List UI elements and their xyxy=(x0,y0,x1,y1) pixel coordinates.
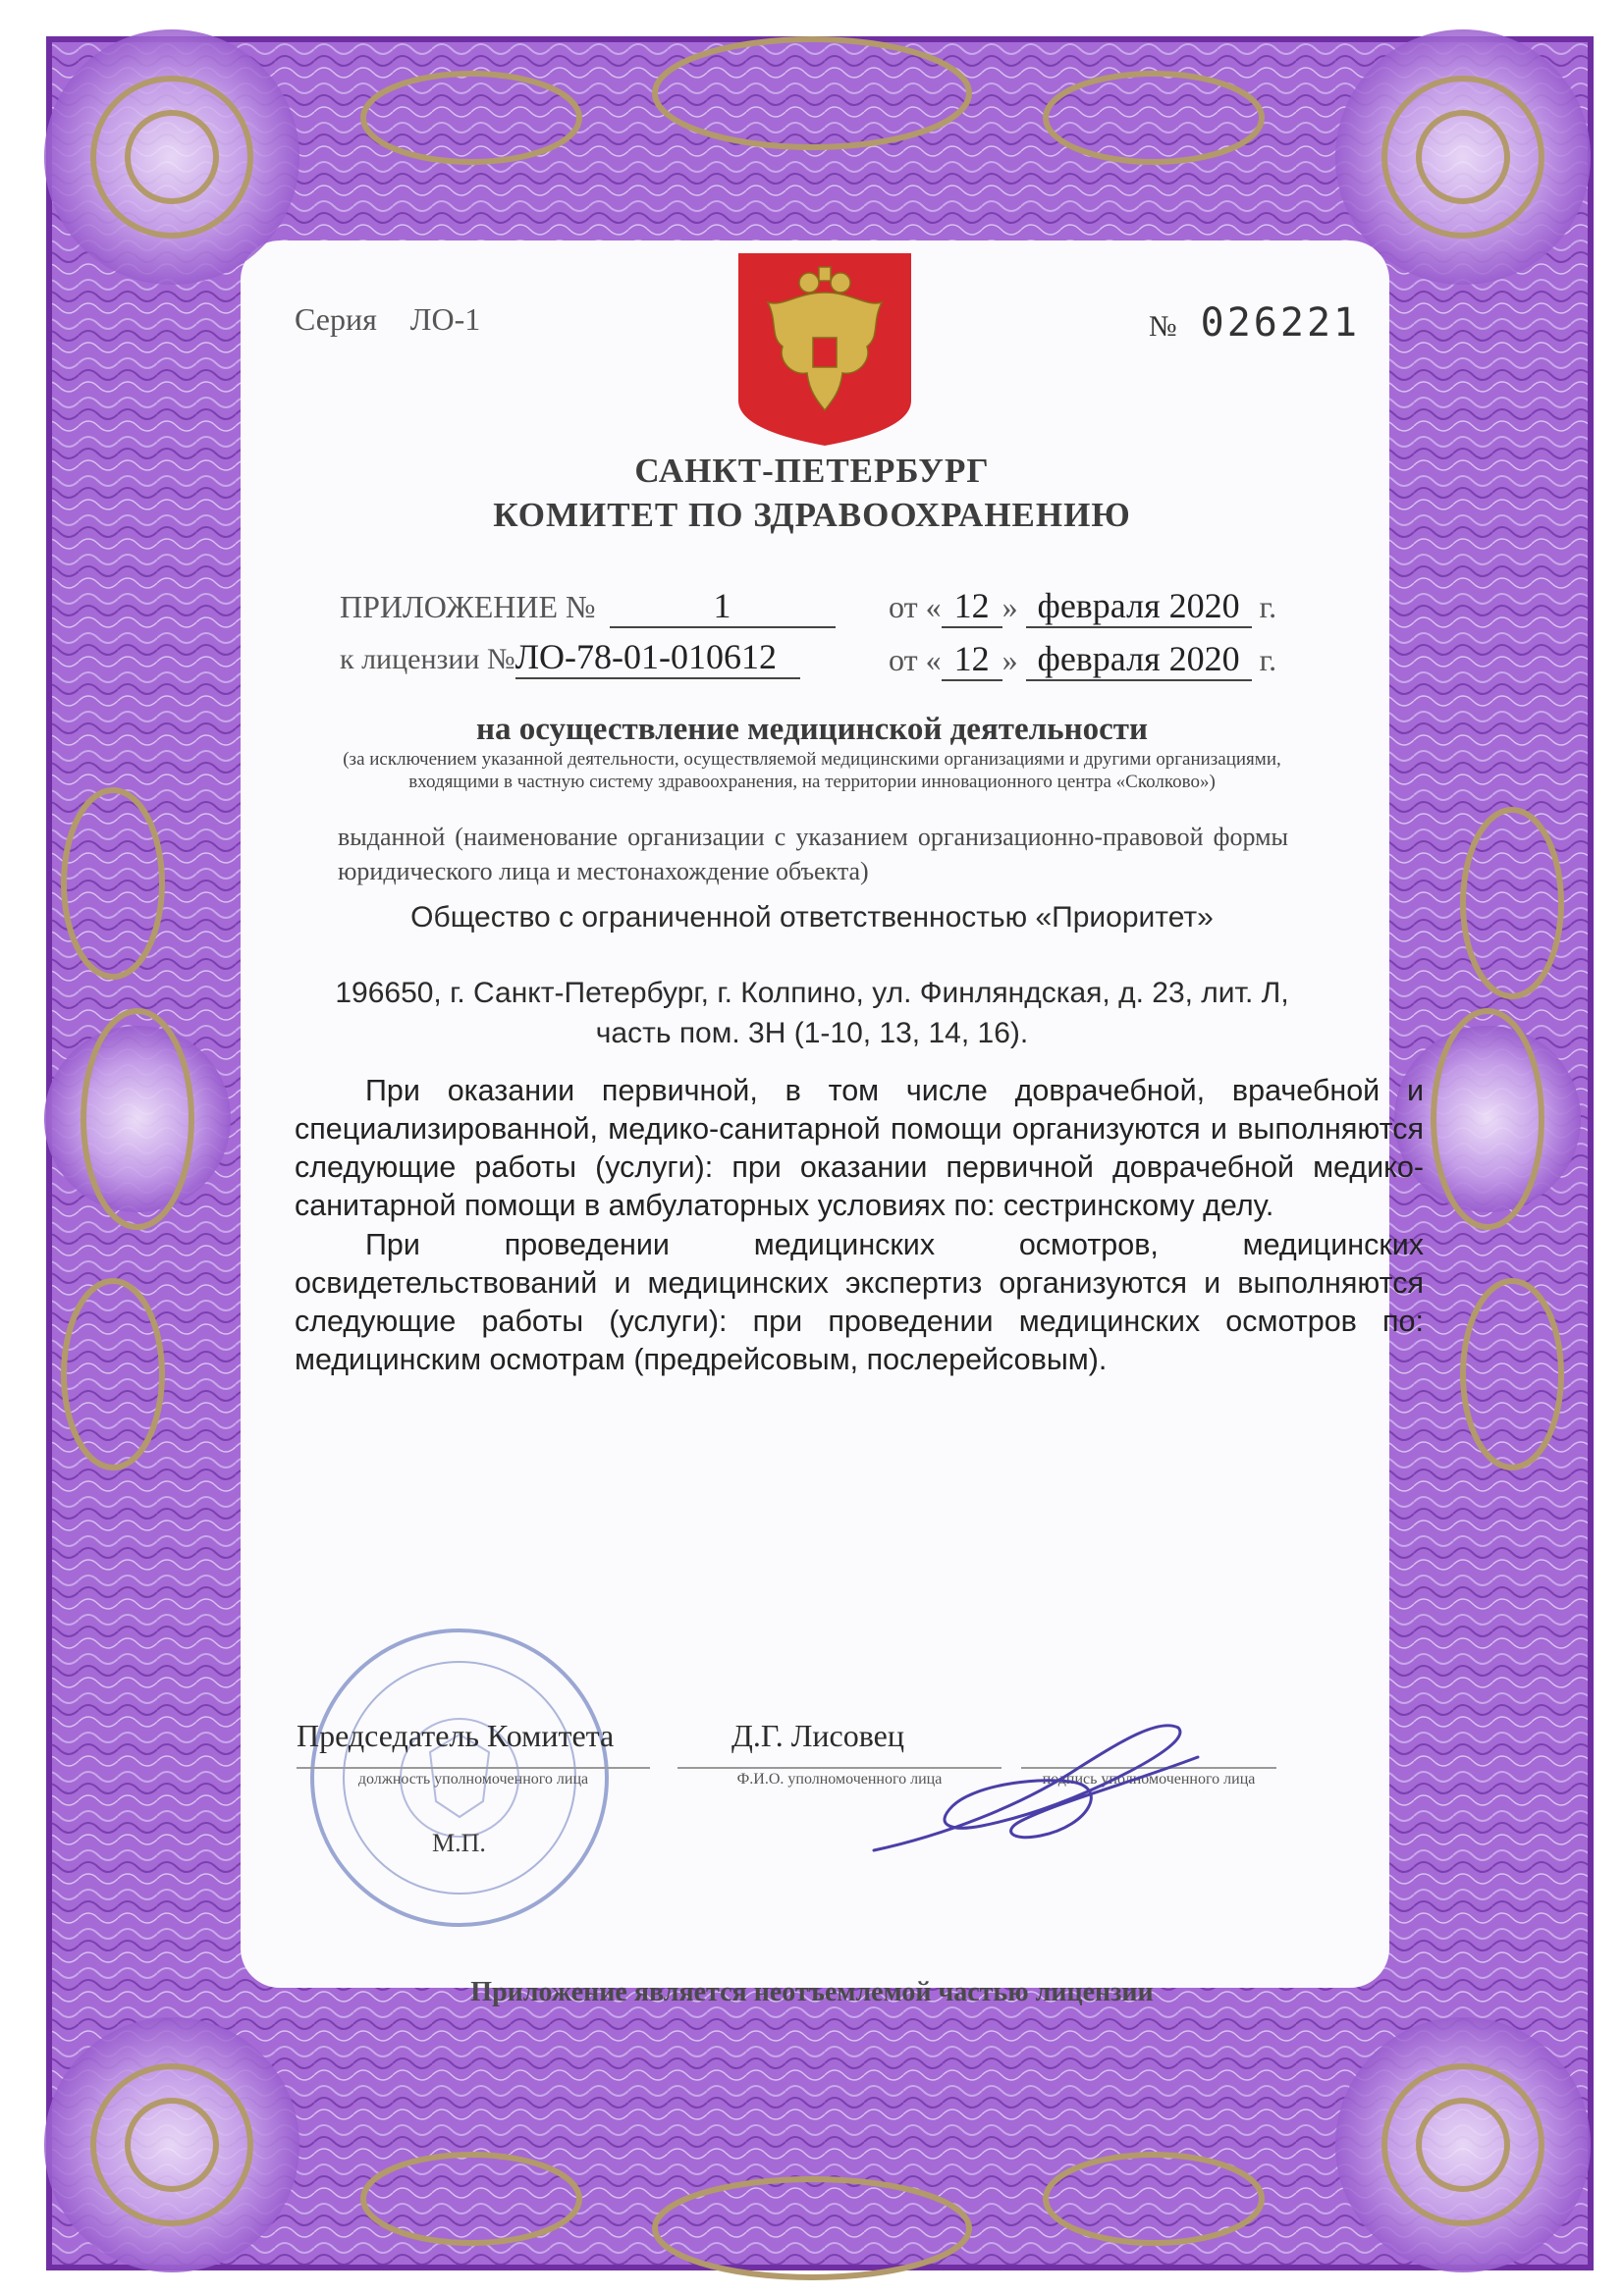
series xyxy=(295,301,480,338)
license-year-suffix: г. xyxy=(1259,642,1277,677)
license-date xyxy=(889,638,1276,681)
address-line-1: 196650, г. Санкт-Петербург, г. Колпино, ул. Финляндская, д. 23, лит. Л, xyxy=(335,977,1289,1009)
license-line xyxy=(340,636,800,679)
position-line xyxy=(297,1767,650,1769)
position-caption: должность уполномоченного лица xyxy=(357,1771,589,1788)
signatory-position: Председатель Комитета xyxy=(297,1718,615,1753)
license-quote-close: » xyxy=(1001,642,1018,677)
appendix-number: 1 xyxy=(610,585,836,628)
activity-title: на осуществление медицинской деятельности xyxy=(475,712,1149,747)
appendix-year-suffix: г. xyxy=(1259,589,1277,624)
footer-note: Приложение является неотъемлемой частью лицензии xyxy=(470,1977,1154,2007)
coat-of-arms-emblem xyxy=(738,253,911,446)
appendix-quote-open: « xyxy=(925,589,942,624)
signatory-name: Д.Г. Лисовец xyxy=(731,1718,904,1753)
form-number xyxy=(1149,299,1360,346)
name-caption: Ф.И.О. уполномоченного лица xyxy=(736,1771,943,1788)
number-sign: № xyxy=(1149,310,1177,343)
appendix-line xyxy=(340,585,836,628)
series-label: Серия xyxy=(295,301,377,337)
appendix-from: от xyxy=(889,589,918,624)
license-quote-open: « xyxy=(925,642,942,677)
organization-name: Общество с ограниченной ответственностью «Приоритет» xyxy=(410,901,1214,934)
signature-caption: подпись уполномоченного лица xyxy=(1042,1771,1256,1788)
issued-caption: выданной (наименование организации с указанием организационно-правовой формы юридического лица и местонахождение объекта) xyxy=(338,823,1288,885)
seal-label: М.П. xyxy=(432,1829,486,1857)
paragraph-primary-care: При оказании первичной, в том числе доврачебной, врачебной и специализированной, медико-санитарной помощи организуются и выполняются следующие работы (услуги): при оказании первичной доврачебной медико-санитарной помощи в амбулаторных условиях по: сестринскому делу. xyxy=(295,1074,1424,1222)
license-month-year: февраля 2020 xyxy=(1026,638,1252,681)
activity-note: (за исключением указанной деятельности, осуществляемой медицинскими организациями и другими организациями, входящими в частную систему здравоохранения, на территории инновационного центра «Сколково») xyxy=(343,749,1281,792)
address-line-2: часть пом. 3Н (1-10, 13, 14, 16). xyxy=(595,1017,1029,1049)
handwritten-signature xyxy=(864,1688,1218,1885)
appendix-date xyxy=(889,585,1276,628)
appendix-quote-close: » xyxy=(1001,589,1018,624)
license-number: ЛО-78-01-010612 xyxy=(515,636,800,679)
license-from: от xyxy=(889,642,918,677)
form-number-value: 026221 xyxy=(1200,300,1361,346)
paragraph-medical-exams: При проведении медицинских осмотров, медицинских освидетельствований и медицинских экспертиз организуются и выполняются следующие работы (услуги): при проведении медицинских осмотров по: медицинским осмотрам (предрейсовым, послерейсовым). xyxy=(295,1228,1424,1376)
authority-committee: КОМИТЕТ ПО ЗДРАВООХРАНЕНИЮ xyxy=(493,496,1131,534)
appendix-month-year: февраля 2020 xyxy=(1026,585,1252,628)
appendix-label: ПРИЛОЖЕНИЕ № xyxy=(340,589,596,624)
license-label: к лицензии № xyxy=(340,643,515,675)
appendix-day: 12 xyxy=(942,585,1002,628)
license-day: 12 xyxy=(942,638,1002,681)
authority-city: САНКТ-ПЕТЕРБУРГ xyxy=(634,452,990,490)
series-value: ЛО-1 xyxy=(409,301,481,337)
